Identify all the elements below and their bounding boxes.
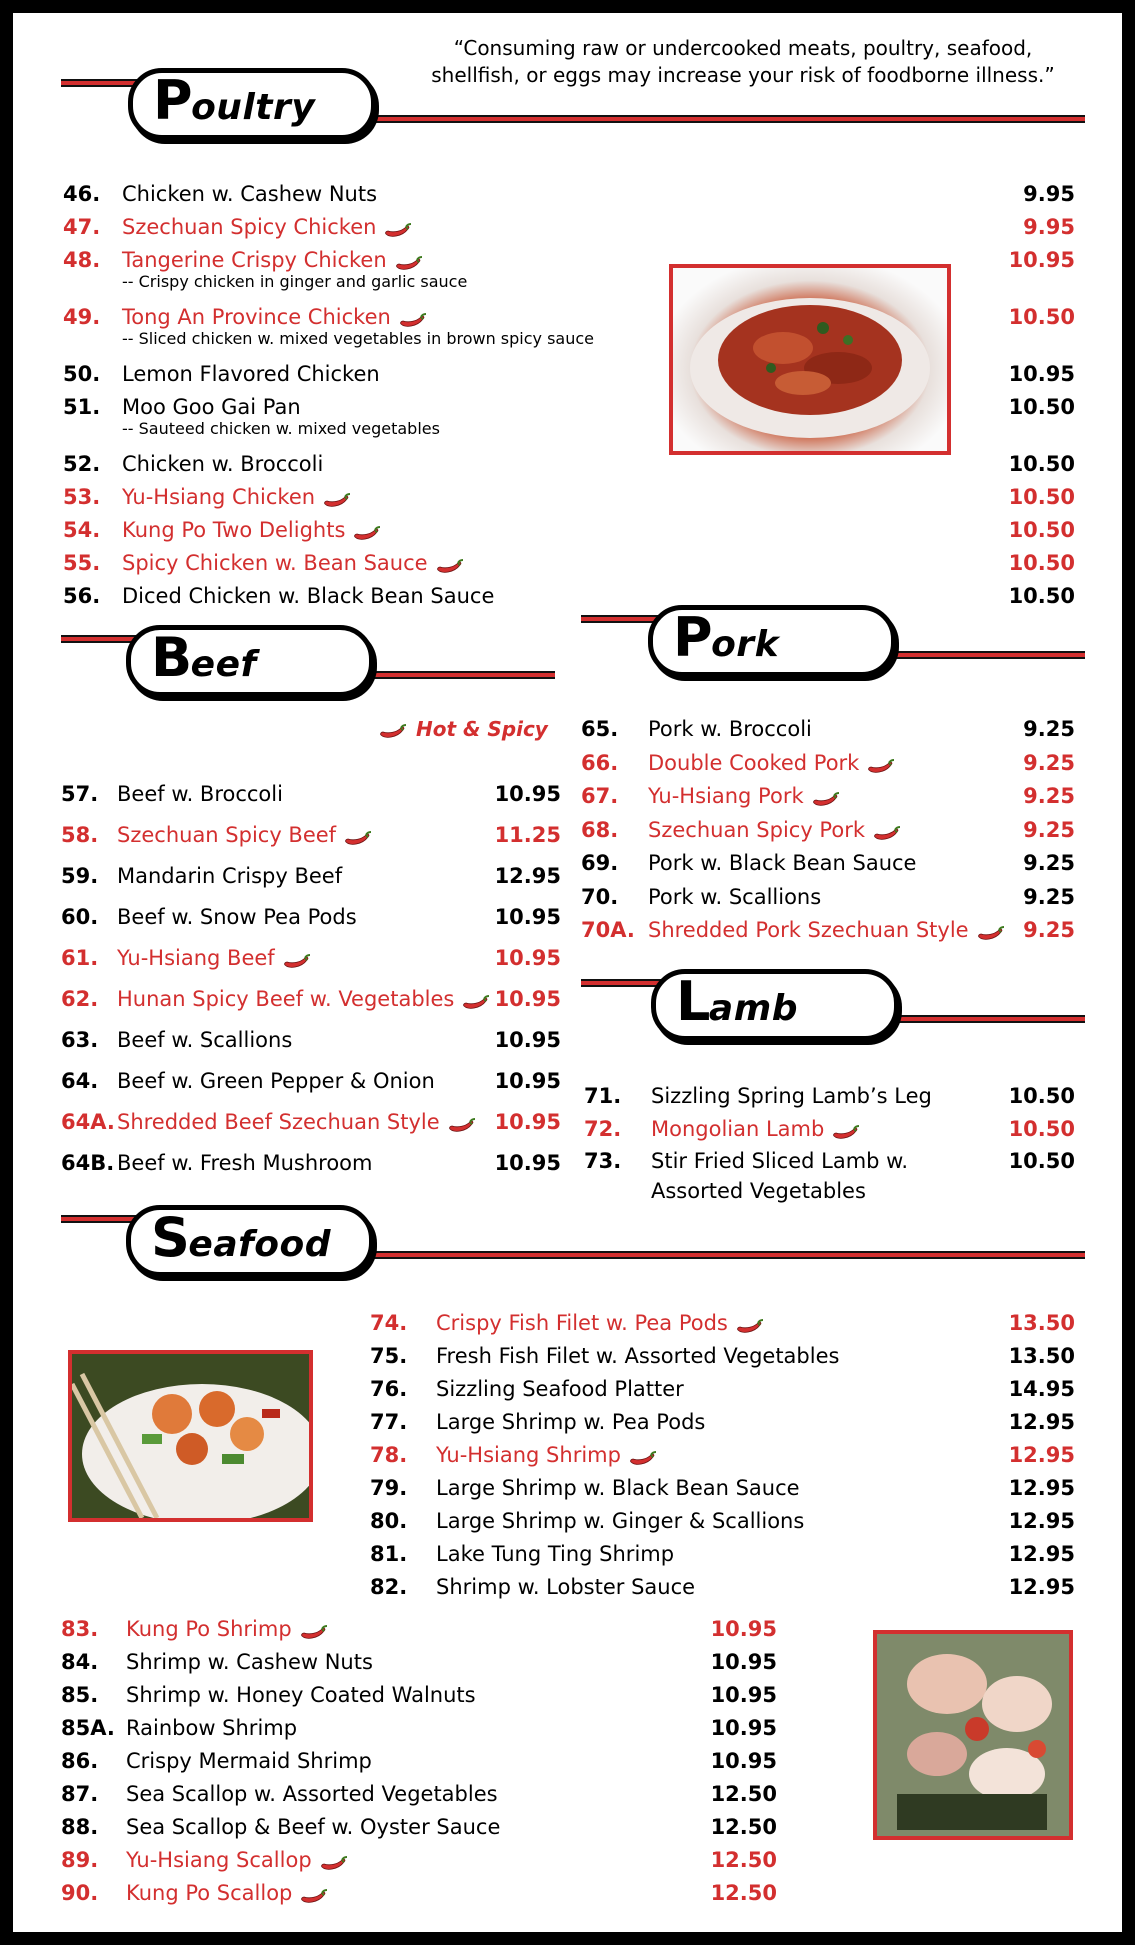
item-number: 87. bbox=[61, 1782, 99, 1806]
item-price: 10.50 bbox=[1008, 452, 1075, 476]
item-price: 10.50 bbox=[1008, 1116, 1075, 1141]
pork-tab bbox=[648, 605, 896, 677]
item-name: Yu-Hsiang Beef bbox=[117, 944, 313, 972]
seafood-tab bbox=[126, 1205, 374, 1277]
item-number: 74. bbox=[370, 1311, 408, 1335]
menu-item bbox=[61, 1879, 777, 1907]
item-name: Kung Po Two Delights bbox=[122, 516, 383, 544]
item-price: 9.25 bbox=[1023, 817, 1075, 842]
menu-item bbox=[370, 1309, 1075, 1337]
item-price: 10.50 bbox=[1008, 1084, 1075, 1108]
item-number: 46. bbox=[63, 182, 101, 206]
poultry-title: Poultry bbox=[153, 69, 316, 132]
chili-pepper-icon bbox=[344, 827, 374, 845]
lamb-rule-right bbox=[885, 1015, 1085, 1023]
item-number: 64. bbox=[61, 1069, 99, 1093]
item-number: 77. bbox=[370, 1410, 408, 1434]
warning-line-2: shellfish, or eggs may increase your risk of foodborne illness.” bbox=[431, 63, 1055, 87]
item-price: 10.50 bbox=[1008, 518, 1075, 542]
item-price: 12.50 bbox=[710, 1815, 777, 1839]
chili-pepper-icon bbox=[448, 1114, 478, 1132]
item-number: 58. bbox=[61, 823, 99, 847]
item-price: 9.95 bbox=[1023, 182, 1075, 206]
item-number: 88. bbox=[61, 1815, 99, 1839]
chili-pepper-icon bbox=[379, 722, 409, 740]
item-number: 48. bbox=[63, 248, 101, 272]
item-name: Beef w. Snow Pea Pods bbox=[117, 905, 357, 929]
chili-pepper-icon bbox=[300, 1885, 330, 1903]
item-name: Szechuan Spicy Beef bbox=[117, 821, 374, 849]
chili-pepper-icon bbox=[867, 755, 897, 773]
chicken-dish-image bbox=[673, 268, 947, 451]
item-price: 9.25 bbox=[1023, 918, 1075, 942]
item-description: -- Sliced chicken w. mixed vegetables in brown spicy sauce bbox=[122, 329, 595, 348]
item-number: 60. bbox=[61, 905, 99, 929]
menu-item bbox=[61, 1846, 777, 1874]
item-number: 73. bbox=[584, 1149, 622, 1173]
menu-item bbox=[370, 1474, 1075, 1502]
item-number: 90. bbox=[61, 1881, 99, 1905]
menu-item bbox=[370, 1573, 1075, 1601]
menu-item bbox=[63, 516, 1075, 544]
item-price: 10.95 bbox=[494, 1110, 561, 1134]
item-name: Large Shrimp w. Ginger & Scallions bbox=[436, 1509, 805, 1533]
chili-pepper-icon bbox=[832, 1121, 862, 1139]
item-name: Chicken w. Cashew Nuts bbox=[122, 182, 378, 206]
item-price: 10.50 bbox=[1008, 551, 1075, 575]
menu-item bbox=[584, 1147, 1075, 1175]
item-price: 9.25 bbox=[1023, 750, 1075, 775]
lamb-tab bbox=[651, 969, 899, 1041]
menu-item bbox=[581, 816, 1075, 844]
menu-item bbox=[61, 1780, 777, 1808]
menu-item bbox=[63, 582, 1075, 610]
item-price: 14.95 bbox=[1008, 1377, 1075, 1401]
item-number: 67. bbox=[581, 784, 619, 808]
item-name: Spicy Chicken w. Bean Sauce bbox=[122, 549, 466, 577]
item-number: 84. bbox=[61, 1650, 99, 1674]
chili-pepper-icon bbox=[283, 950, 313, 968]
item-name: Tong An Province Chicken bbox=[122, 303, 429, 331]
item-price: 10.95 bbox=[710, 1650, 777, 1674]
item-number: 69. bbox=[581, 851, 619, 875]
item-number: 65. bbox=[581, 717, 619, 741]
menu-item bbox=[581, 883, 1075, 911]
chili-pepper-icon bbox=[873, 822, 903, 840]
item-number: 49. bbox=[63, 305, 101, 329]
item-number: 83. bbox=[61, 1617, 99, 1641]
item-number: 51. bbox=[63, 395, 101, 419]
item-number: 70A. bbox=[581, 918, 635, 942]
item-price: 9.95 bbox=[1023, 215, 1075, 239]
item-price: 10.95 bbox=[1008, 362, 1075, 386]
beef-rule-right bbox=[363, 671, 555, 679]
menu-item bbox=[61, 1747, 777, 1775]
chili-pepper-icon bbox=[629, 1447, 659, 1465]
menu-item bbox=[581, 782, 1075, 810]
item-price: 10.50 bbox=[1008, 395, 1075, 419]
menu-item bbox=[584, 1115, 1075, 1143]
item-number: 85. bbox=[61, 1683, 99, 1707]
item-name: Sea Scallop & Beef w. Oyster Sauce bbox=[126, 1815, 501, 1839]
item-name: Pork w. Scallions bbox=[648, 884, 822, 909]
item-number: 71. bbox=[584, 1084, 622, 1108]
item-number: 61. bbox=[61, 946, 99, 970]
menu-item bbox=[370, 1507, 1075, 1535]
shrimp-dish-image bbox=[72, 1354, 309, 1518]
beef-title: Beef bbox=[151, 626, 257, 689]
menu-item bbox=[61, 1648, 777, 1676]
item-name: Kung Po Scallop bbox=[126, 1879, 330, 1907]
item-name: Double Cooked Pork bbox=[648, 749, 897, 777]
item-price: 10.95 bbox=[494, 946, 561, 970]
item-number: 80. bbox=[370, 1509, 408, 1533]
item-number: 79. bbox=[370, 1476, 408, 1500]
item-name: Szechuan Spicy Chicken bbox=[122, 213, 414, 241]
chili-pepper-icon bbox=[977, 922, 1007, 940]
item-name: Mandarin Crispy Beef bbox=[117, 864, 343, 888]
item-name: Lake Tung Ting Shrimp bbox=[436, 1542, 675, 1566]
item-name: Sizzling Spring Lamb’s Leg bbox=[651, 1084, 932, 1108]
item-price: 10.50 bbox=[1008, 485, 1075, 509]
menu-item bbox=[61, 862, 561, 890]
chili-pepper-icon bbox=[812, 788, 842, 806]
seafood-photo-right bbox=[873, 1630, 1073, 1840]
hot-spicy-label: Hot & Spicy bbox=[415, 717, 548, 741]
menu-item bbox=[370, 1408, 1075, 1436]
seafood-title: Seafood bbox=[151, 1206, 332, 1269]
poultry-photo bbox=[669, 264, 951, 455]
item-name: Yu-Hsiang Shrimp bbox=[436, 1441, 659, 1469]
item-number: 89. bbox=[61, 1848, 99, 1872]
item-number: 76. bbox=[370, 1377, 408, 1401]
menu-item bbox=[584, 1082, 1075, 1110]
menu-item bbox=[61, 1714, 777, 1742]
poultry-tab bbox=[128, 68, 376, 140]
chili-pepper-icon bbox=[353, 522, 383, 540]
item-price: 10.95 bbox=[494, 905, 561, 929]
item-price: 10.95 bbox=[494, 1028, 561, 1052]
menu-item bbox=[61, 1615, 777, 1643]
item-description: -- Crispy chicken in ginger and garlic sauce bbox=[122, 272, 468, 291]
menu-item bbox=[61, 780, 561, 808]
item-number: 64A. bbox=[61, 1110, 115, 1134]
chili-pepper-icon bbox=[399, 309, 429, 327]
item-number: 59. bbox=[61, 864, 99, 888]
item-number: 78. bbox=[370, 1443, 408, 1467]
beef-tab bbox=[126, 625, 374, 697]
item-number: 47. bbox=[63, 215, 101, 239]
item-name: Pork w. Broccoli bbox=[648, 717, 812, 741]
chili-pepper-icon bbox=[436, 555, 466, 573]
item-name: Shrimp w. Lobster Sauce bbox=[436, 1575, 696, 1599]
item-name: Yu-Hsiang Pork bbox=[648, 782, 842, 810]
item-name: Moo Goo Gai Pan bbox=[122, 395, 301, 419]
item-name: Tangerine Crispy Chicken bbox=[122, 246, 425, 274]
item-number: 64B. bbox=[61, 1151, 115, 1175]
item-price: 11.25 bbox=[494, 823, 561, 847]
seafood-rule-left bbox=[61, 1215, 141, 1223]
chili-pepper-icon bbox=[300, 1621, 330, 1639]
item-price: 13.50 bbox=[1008, 1311, 1075, 1335]
menu-item bbox=[370, 1342, 1075, 1370]
item-name: Crispy Fish Filet w. Pea Pods bbox=[436, 1309, 766, 1337]
menu-page bbox=[13, 13, 1122, 1932]
item-price: 9.25 bbox=[1023, 851, 1075, 875]
menu-item bbox=[61, 821, 561, 849]
item-price: 12.95 bbox=[1008, 1443, 1075, 1467]
menu-item bbox=[370, 1375, 1075, 1403]
menu-item bbox=[581, 715, 1075, 743]
item-price: 12.50 bbox=[710, 1881, 777, 1905]
item-name: Szechuan Spicy Pork bbox=[648, 816, 903, 844]
item-description: -- Sauteed chicken w. mixed vegetables bbox=[122, 419, 440, 438]
item-number: 52. bbox=[63, 452, 101, 476]
item-number: 50. bbox=[63, 362, 101, 386]
item-price: 10.95 bbox=[494, 1151, 561, 1175]
seafood-rule-right bbox=[363, 1251, 1085, 1259]
item-name: Sizzling Seafood Platter bbox=[436, 1377, 684, 1401]
item-name: Shrimp w. Cashew Nuts bbox=[126, 1650, 373, 1674]
item-price: 12.50 bbox=[710, 1848, 777, 1872]
menu-item bbox=[63, 549, 1075, 577]
item-name: Yu-Hsiang Chicken bbox=[122, 483, 353, 511]
menu-item bbox=[61, 1813, 777, 1841]
scallop-dish-image bbox=[877, 1634, 1069, 1836]
item-name: Kung Po Shrimp bbox=[126, 1615, 330, 1643]
item-name: Hunan Spicy Beef w. Vegetables bbox=[117, 985, 492, 1013]
item-price: 10.50 bbox=[1008, 305, 1075, 329]
item-name: Mongolian Lamb bbox=[651, 1115, 862, 1143]
menu-item bbox=[370, 1540, 1075, 1568]
item-name: Fresh Fish Filet w. Assorted Vegetables bbox=[436, 1344, 840, 1368]
item-price: 10.95 bbox=[710, 1716, 777, 1740]
item-price: 12.95 bbox=[1008, 1509, 1075, 1533]
item-price: 10.50 bbox=[1008, 1149, 1075, 1173]
item-price: 10.95 bbox=[494, 782, 561, 806]
poultry-rule-right bbox=[363, 115, 1085, 123]
item-number: 82. bbox=[370, 1575, 408, 1599]
item-name: Beef w. Green Pepper & Onion bbox=[117, 1069, 435, 1093]
beef-rule-left bbox=[61, 635, 141, 643]
item-name: Beef w. Scallions bbox=[117, 1028, 293, 1052]
warning-line-1: “Consuming raw or undercooked meats, poultry, seafood, bbox=[453, 36, 1033, 60]
menu-item bbox=[61, 1681, 777, 1709]
menu-item bbox=[61, 985, 561, 1013]
chili-pepper-icon bbox=[320, 1852, 350, 1870]
menu-item bbox=[581, 749, 1075, 777]
item-name: Diced Chicken w. Black Bean Sauce bbox=[122, 584, 495, 608]
item-number: 57. bbox=[61, 782, 99, 806]
item-name: Lemon Flavored Chicken bbox=[122, 362, 380, 386]
item-number: 68. bbox=[581, 817, 619, 842]
menu-item bbox=[63, 213, 1075, 241]
menu-item bbox=[61, 944, 561, 972]
item-price: 12.95 bbox=[1008, 1476, 1075, 1500]
item-number: 63. bbox=[61, 1028, 99, 1052]
item-price: 10.50 bbox=[1008, 584, 1075, 608]
menu-item bbox=[61, 1149, 561, 1177]
chili-pepper-icon bbox=[462, 991, 492, 1009]
item-price: 10.95 bbox=[1008, 248, 1075, 272]
item-price: 12.95 bbox=[1008, 1542, 1075, 1566]
item-number: 81. bbox=[370, 1542, 408, 1566]
item-price: 9.25 bbox=[1023, 884, 1075, 909]
menu-item bbox=[370, 1441, 1075, 1469]
item-name: Shredded Beef Szechuan Style bbox=[117, 1108, 478, 1136]
hot-spicy-legend bbox=[371, 717, 548, 741]
food-safety-warning bbox=[393, 35, 1093, 89]
item-name: Large Shrimp w. Pea Pods bbox=[436, 1410, 706, 1434]
menu-item bbox=[61, 1026, 561, 1054]
menu-item bbox=[61, 1108, 561, 1136]
pork-title: Pork bbox=[673, 606, 780, 669]
item-name: Shrimp w. Honey Coated Walnuts bbox=[126, 1683, 476, 1707]
chili-pepper-icon bbox=[384, 219, 414, 237]
item-number: 66. bbox=[581, 750, 619, 775]
item-price: 10.95 bbox=[710, 1749, 777, 1773]
item-name: Beef w. Fresh Mushroom bbox=[117, 1151, 373, 1175]
item-number: 72. bbox=[584, 1116, 622, 1141]
item-number: 55. bbox=[63, 551, 101, 575]
item-number: 85A. bbox=[61, 1716, 115, 1740]
menu-item bbox=[581, 916, 1075, 944]
lamb-title: Lamb bbox=[676, 970, 798, 1033]
item-price: 10.95 bbox=[710, 1617, 777, 1641]
item-number: 75. bbox=[370, 1344, 408, 1368]
item-name: Pork w. Black Bean Sauce bbox=[648, 851, 917, 875]
item-name: Chicken w. Broccoli bbox=[122, 452, 324, 476]
chili-pepper-icon bbox=[395, 252, 425, 270]
item-name: Stir Fried Sliced Lamb w. bbox=[651, 1149, 909, 1173]
item-name: Yu-Hsiang Scallop bbox=[126, 1846, 350, 1874]
seafood-photo-left bbox=[68, 1350, 313, 1522]
item-number: 54. bbox=[63, 518, 101, 542]
item-price: 10.95 bbox=[710, 1683, 777, 1707]
pork-rule-right bbox=[883, 651, 1085, 659]
menu-item bbox=[581, 849, 1075, 877]
item-name-continued: Assorted Vegetables bbox=[651, 1179, 866, 1203]
item-number: 86. bbox=[61, 1749, 99, 1773]
item-price: 13.50 bbox=[1008, 1344, 1075, 1368]
item-price: 12.95 bbox=[1008, 1575, 1075, 1599]
item-number: 56. bbox=[63, 584, 101, 608]
item-name: Large Shrimp w. Black Bean Sauce bbox=[436, 1476, 800, 1500]
item-name: Crispy Mermaid Shrimp bbox=[126, 1749, 372, 1773]
item-price: 12.95 bbox=[1008, 1410, 1075, 1434]
menu-item bbox=[61, 903, 561, 931]
item-price: 12.95 bbox=[494, 864, 561, 888]
item-name: Beef w. Broccoli bbox=[117, 782, 283, 806]
menu-item bbox=[63, 483, 1075, 511]
chili-pepper-icon bbox=[323, 489, 353, 507]
chili-pepper-icon bbox=[736, 1315, 766, 1333]
item-price: 10.95 bbox=[494, 1069, 561, 1093]
item-number: 62. bbox=[61, 987, 99, 1011]
item-price: 9.25 bbox=[1023, 717, 1075, 741]
item-name: Rainbow Shrimp bbox=[126, 1716, 298, 1740]
item-name: Shredded Pork Szechuan Style bbox=[648, 916, 1007, 944]
menu-item bbox=[61, 1067, 561, 1095]
item-price: 9.25 bbox=[1023, 784, 1075, 808]
item-price: 10.95 bbox=[494, 987, 561, 1011]
item-price: 12.50 bbox=[710, 1782, 777, 1806]
item-number: 53. bbox=[63, 485, 101, 509]
menu-item bbox=[63, 180, 1075, 208]
item-name: Sea Scallop w. Assorted Vegetables bbox=[126, 1782, 498, 1806]
item-number: 70. bbox=[581, 884, 619, 909]
